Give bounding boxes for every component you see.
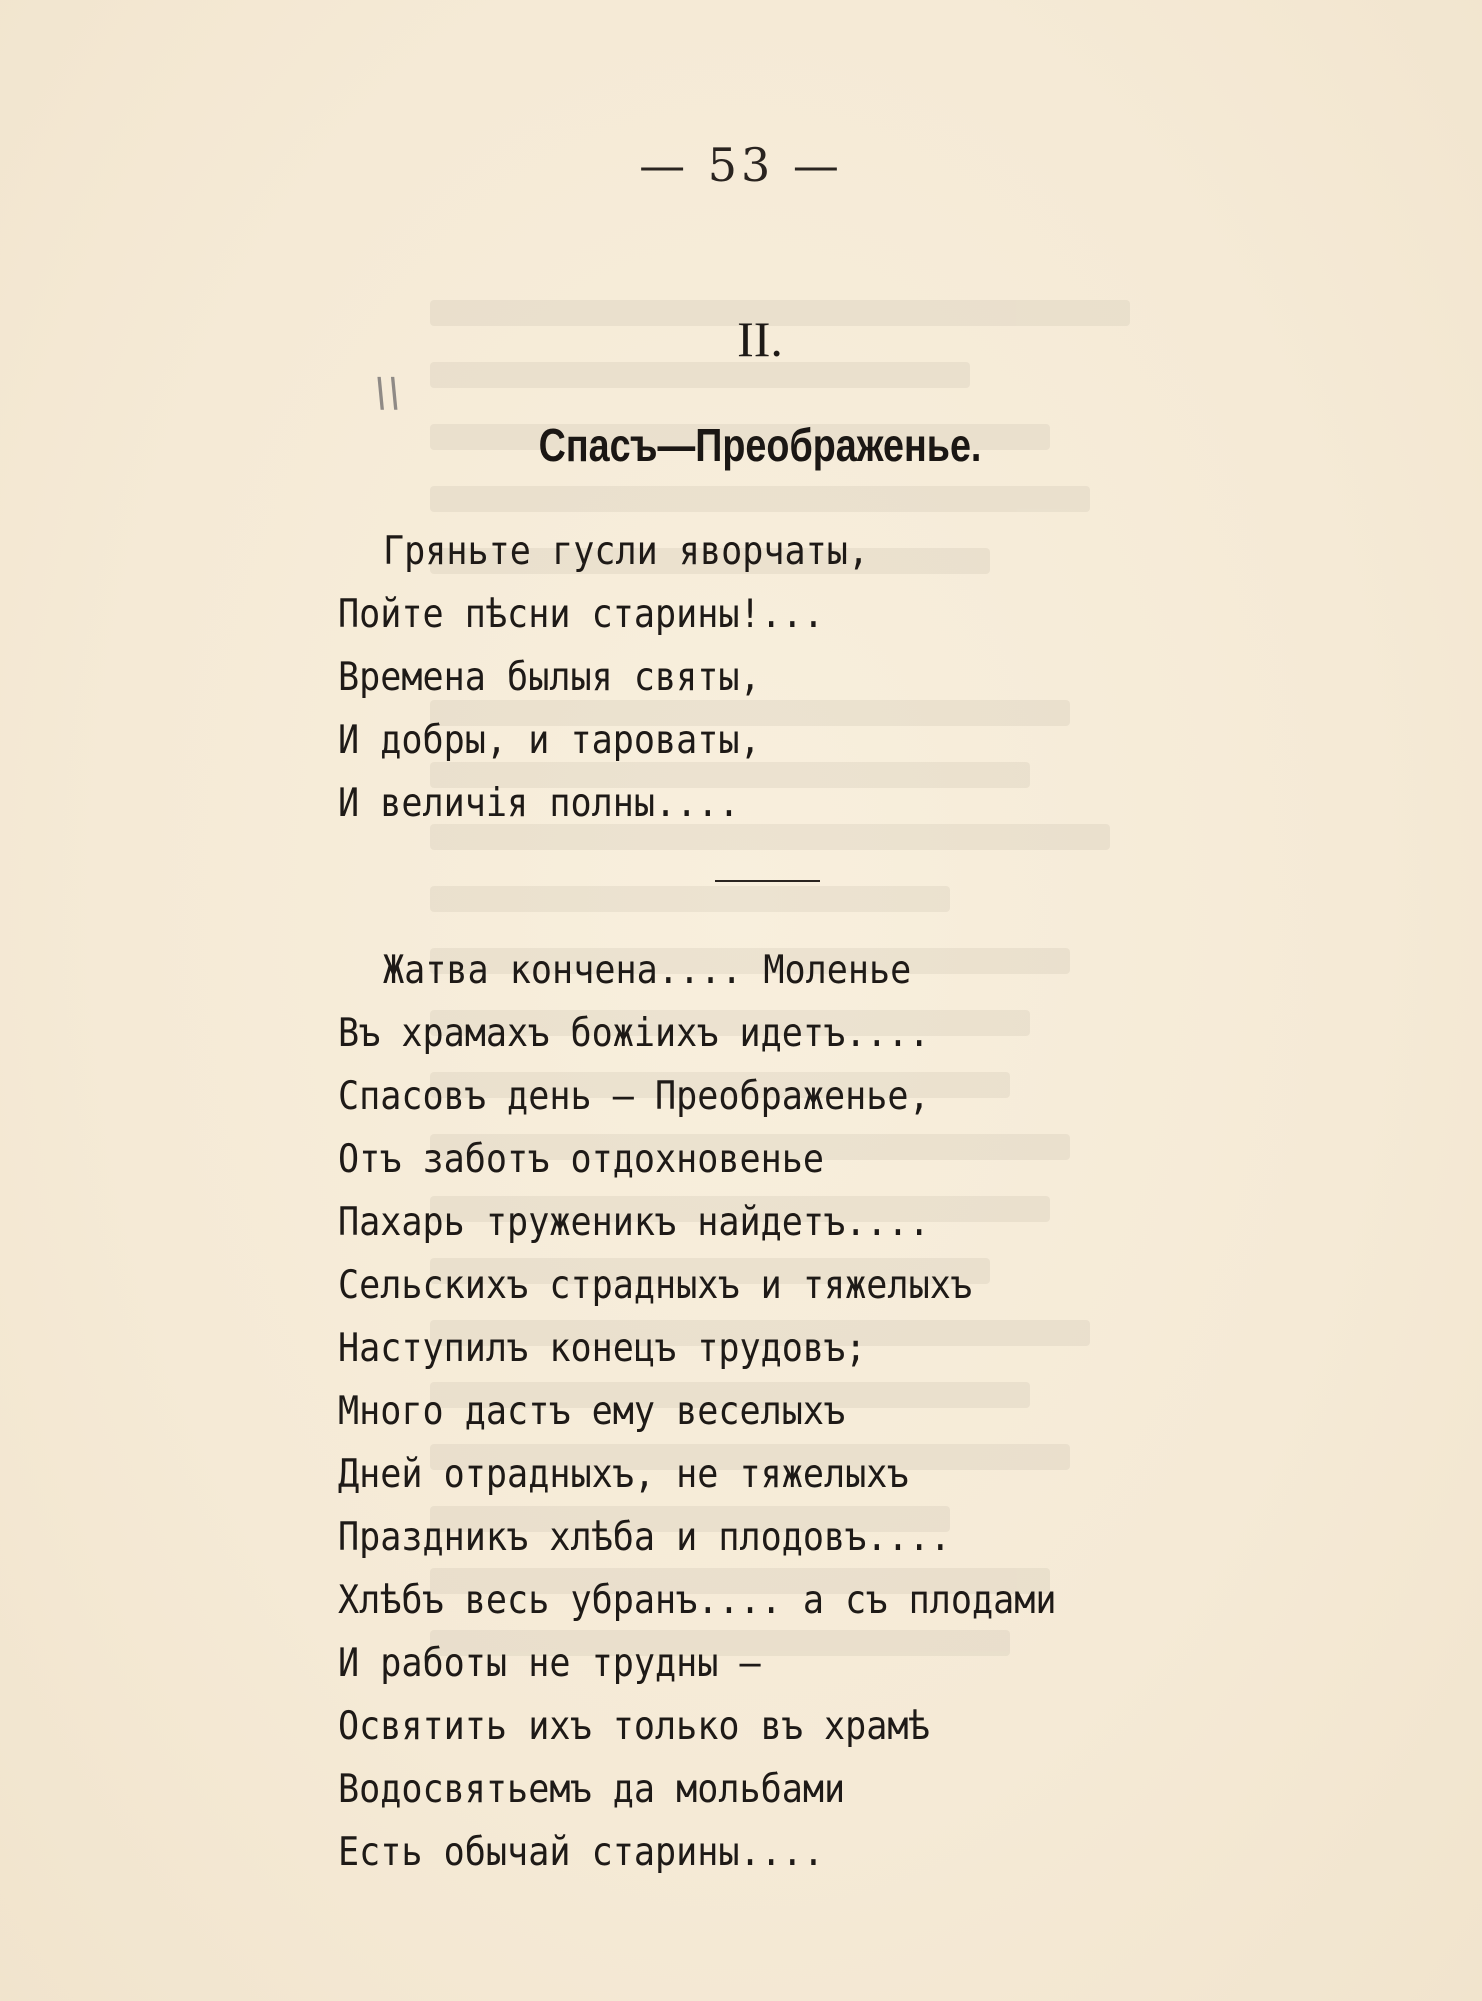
verse-line: Пойте пѣсни старины!... [338, 592, 825, 637]
stanza-two [338, 939, 1056, 1884]
verse-line: Дней отрадныхъ, не тяжелыхъ [338, 1452, 909, 1497]
verse-line: Есть обычай старины.... [338, 1830, 825, 1875]
verse-line: И добры, и тароваты, [338, 718, 761, 763]
verse-line: Жатва кончена.... Моленье [383, 948, 912, 993]
section-divider [715, 880, 820, 882]
verse-line: И работы не трудны — [338, 1641, 761, 1686]
verse-line: И величія полны.... [338, 781, 740, 826]
verse-line: Наступилъ конецъ трудовъ; [338, 1326, 867, 1371]
stanza-one [338, 520, 869, 835]
poem-title: Спасъ—Преображенье. [538, 419, 982, 471]
verse-line: Въ храмахъ божіихъ идетъ.... [338, 1011, 930, 1056]
section-number: II. [737, 311, 783, 367]
verse-line: Гряньте гусли яворчаты, [383, 529, 870, 574]
pencil-mark: \\ [369, 370, 406, 416]
verse-line: Времена былыя святы, [338, 655, 761, 700]
verse-line: Пахарь труженикъ найдетъ.... [338, 1200, 930, 1245]
verse-line: Отъ заботъ отдохновенье [338, 1137, 825, 1182]
verse-line: Хлѣбъ весь убранъ.... а съ плодами [338, 1578, 1057, 1623]
verse-line: Водосвятьемъ да мольбами [338, 1767, 846, 1812]
page-number: — 53 — [639, 138, 843, 192]
verse-line: Праздникъ хлѣба и плодовъ.... [338, 1515, 951, 1560]
verse-line: Освятить ихъ только въ храмѣ [338, 1704, 930, 1749]
verse-line: Много дастъ ему веселыхъ [338, 1389, 846, 1434]
verse-line: Спасовъ день — Преображенье, [338, 1074, 930, 1119]
verse-line: Сельскихъ страдныхъ и тяжелыхъ [338, 1263, 972, 1308]
